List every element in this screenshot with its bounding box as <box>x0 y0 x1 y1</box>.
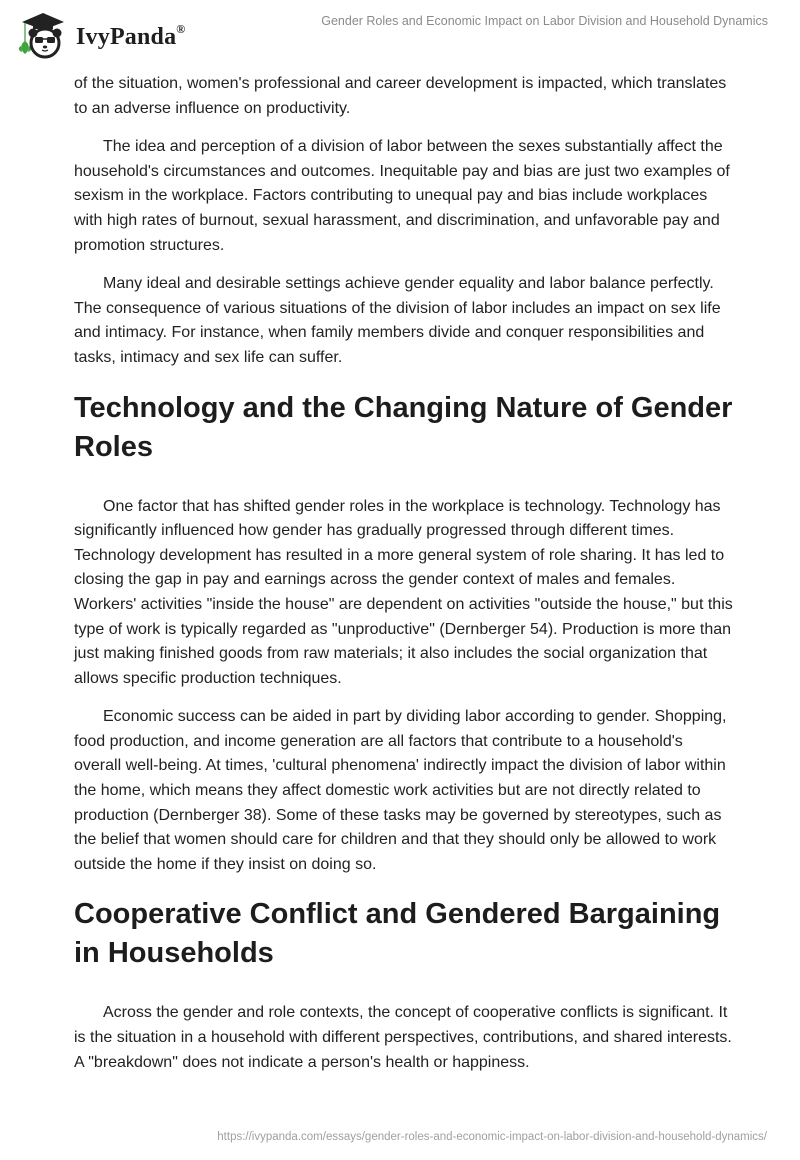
section-heading: Technology and the Changing Nature of Gender Roles <box>74 391 733 463</box>
paragraph: Across the gender and role contexts, the concept of cooperative conflicts is significant. It is the situation in a household with different perspectives, contributions, and shared interests. A "breakdown" does not indicate a person's health or happiness. <box>74 1004 732 1071</box>
paragraph: One factor that has shifted gender roles in the workplace is technology. Technology has significantly influenced how gender has gradually progressed through different times. Technology development has resulted in a more general system of role sharing. It has led to closing the gap in pay and earnings across the gender context of males and females. Workers' activities "inside the house" are dependent on activities "outside the house," but this type of work is typically regarded as "unproductive" (Dernberger 54). Production is more than just making finished goods from raw materials; it also includes the social organization that allows specific production techniques. <box>74 497 733 687</box>
paragraph: of the situation, women's professional and career development is impacted, which translates to an adverse influence on productivity. <box>74 75 727 117</box>
panda-graduate-icon <box>16 8 70 60</box>
paragraph: Many ideal and desirable settings achieve gender equality and labor balance perfectly. The consequence of various situations of the division of labor includes an impact on sex life and intimacy. For instance, when family members divide and conquer responsibilities and tasks, intimacy and sex life can suffer. <box>74 275 721 366</box>
ivypanda-logo[interactable] <box>16 8 185 60</box>
paragraph: Economic success can be aided in part by dividing labor according to gender. Shopping, food production, and income generation are all factors that contribute to a household's overall well-being. At times, 'cultural phenomena' indirectly impact the division of labor within the home, which means they affect domestic work activities but are not directly related to production (Dernberger 38). Some of these tasks may be governed by stereotypes, such as the belief that women should care for children and that they should only be allowed to work outside the home if they insist on doing so. <box>74 708 727 873</box>
essay-body <box>74 72 734 1089</box>
section-heading: Cooperative Conflict and Gendered Bargaining in Households <box>74 898 721 970</box>
page-header <box>0 0 800 62</box>
source-url[interactable]: https://ivypanda.com/essays/gender-roles-and-economic-impact-on-labor-division-and-household-dynamics/ <box>217 1131 767 1143</box>
document-title: Gender Roles and Economic Impact on Labor Division and Household Dynamics <box>321 14 768 28</box>
logo-wordmark: IvyPanda® <box>76 21 186 50</box>
paragraph: The idea and perception of a division of labor between the sexes substantially affect the household's circumstances and outcomes. Inequitable pay and bias are just two examples of sexism in the workplace. Factors contributing to unequal pay and bias include workplaces with high rates of burnout, sexual harassment, and discrimination, and unfavorable pay and promotion structures. <box>74 138 730 254</box>
